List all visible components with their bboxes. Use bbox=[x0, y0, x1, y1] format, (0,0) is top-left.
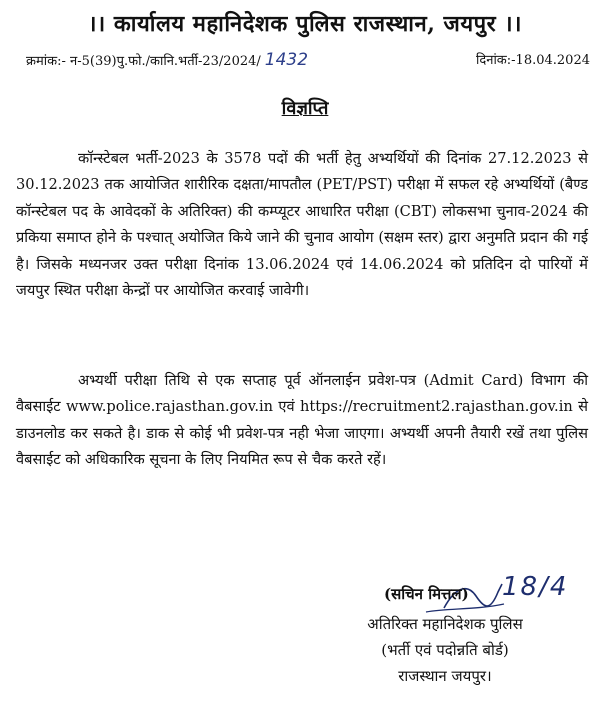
signatory-name: (सचिन मित्तल) bbox=[384, 585, 469, 603]
notice-title: विज्ञप्ति bbox=[281, 98, 329, 119]
reference-number-text: क्रमांक:- न-5(39)पु.फो./कानि.भर्ती-23/2024/ bbox=[26, 54, 261, 69]
handwritten-signature-date: 18/4 bbox=[502, 572, 569, 602]
designation-line-1: अतिरिक्त महानिदेशक पुलिस bbox=[367, 615, 523, 633]
signature-block bbox=[326, 572, 586, 618]
reference-date: दिनांक:-18.04.2024 bbox=[475, 53, 590, 68]
reference-number bbox=[26, 50, 308, 70]
designation-line-2: (भर्ती एवं पदोन्नति बोर्ड) bbox=[381, 641, 509, 659]
notice-paragraph-2: अभ्यर्थी परीक्षा तिथि से एक सप्ताह पूर्व ऑनलाईन प्रवेश-पत्र (Admit Card) विभाग की वैबसाईट www.police.rajasthan.gov.in एवं https://recruitment2.rajasthan.gov.in से डाउनलोड कर सकते है। डाक से कोई भी प्रवेश-पत्र नही भेजा जाएगा। अभ्यर्थी अपनी तैयारी रखें तथा पुलिस वैबसाईट को अधिकारिक सूचना के लिए नियमित रूप से चैक करते रहें। bbox=[16, 372, 588, 469]
designation-line-3: राजस्थान जयपुर। bbox=[398, 667, 492, 685]
notice-paragraph-1: कॉन्स्टेबल भर्ती-2023 के 3578 पदों की भर्ती हेतु अभ्यर्थियों की दिनांक 27.12.2023 से 30.12.2023 तक आयोजित शारीरिक दक्षता/मापतौल (PET/PST) परीक्षा में सफल रहे अभ्यर्थियों (बैण्ड कॉन्स्टेबल पद के आवेदकों के अतिरिक्त) की कम्प्यूटर आधारित परीक्षा (CBT) लोकसभा चुनाव-2024 की प्रकिया समाप्त होने के पश्चात् अयोजित किये जाने की चुनाव आयोग (सक्षम स्तर) द्वारा अनुमति प्रदान की गई है। जिसके मध्यनजर उक्त परीक्षा दिनांक 13.06.2024 एवं 14.06.2024 को प्रतिदिन दो पारियों में जयपुर स्थित परीक्षा केन्द्रों पर आयोजित करवाई जावेगी। bbox=[16, 150, 588, 300]
office-header: ।। कार्यालय महानिदेशक पुलिस राजस्थान, जयपुर ।। bbox=[88, 11, 522, 37]
handwritten-dispatch-number: 1432 bbox=[264, 50, 309, 70]
